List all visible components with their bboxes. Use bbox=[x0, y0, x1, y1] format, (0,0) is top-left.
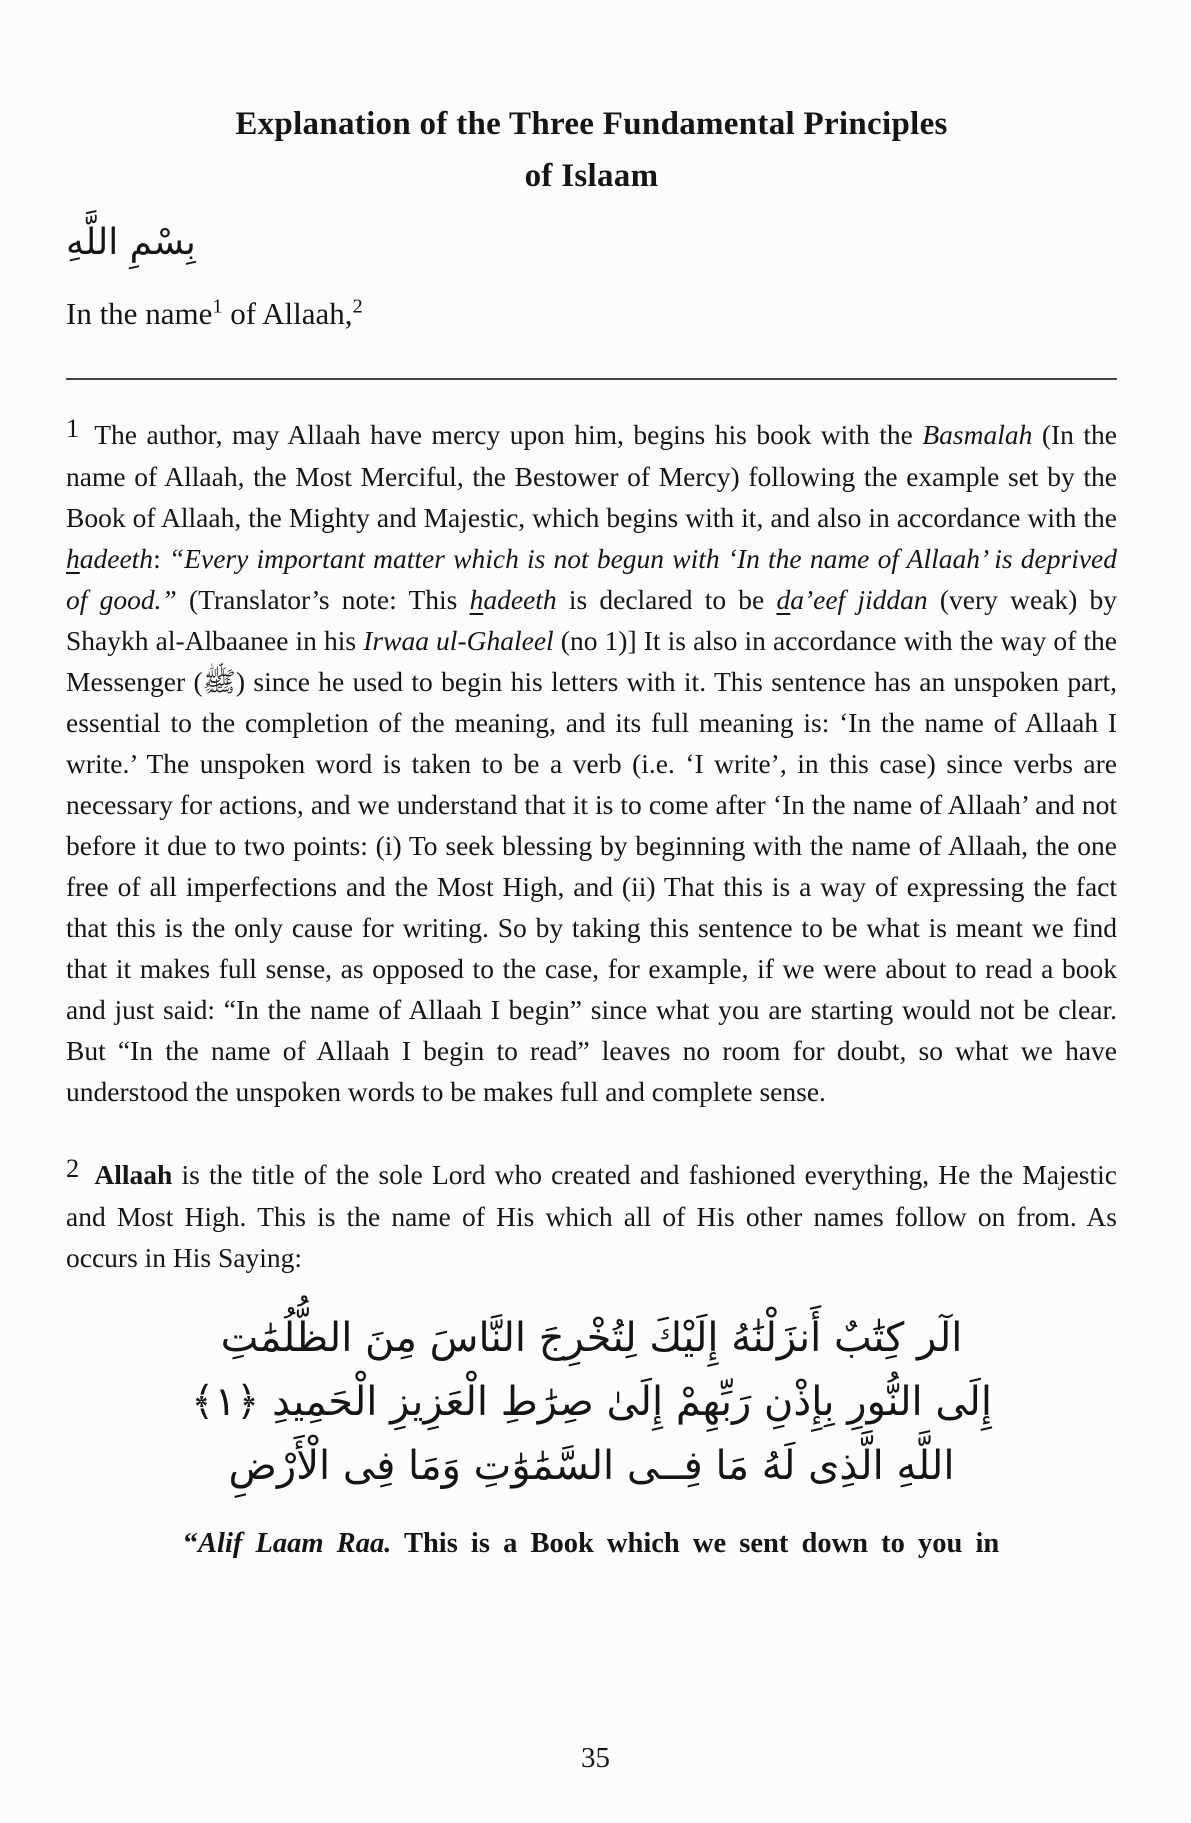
text-segment: Alif Laam Raa. bbox=[198, 1527, 392, 1559]
basmalah-arabic-calligraphy: بِسْمِ اللَّهِ bbox=[66, 222, 196, 263]
quran-verse-line-2: إِلَى النُّورِ بِإِذْنِ رَبِّهِمْ إِلَىٰ صِرَٰطِ الْعَزِيزِ الْحَمِيدِ ﴿١﴾ bbox=[191, 1378, 992, 1425]
text-segment: 2 bbox=[66, 1152, 80, 1183]
text-segment: Allaah bbox=[94, 1158, 173, 1190]
text-segment: h bbox=[469, 583, 484, 615]
page-title-line-1: Explanation of the Three Fundamental Principles bbox=[235, 106, 948, 142]
text-segment: 2 bbox=[352, 295, 363, 318]
text-segment: d bbox=[776, 583, 791, 615]
text-segment: In the name bbox=[66, 295, 213, 331]
text-segment: h bbox=[66, 542, 80, 574]
text-segment: Basmalah bbox=[922, 418, 1033, 450]
text-segment: (In the name of Allaah, the Most Merciful, the Bestower of Mercy) following the example set by the Book of Allaah, the Mighty and Majestic, which begins with it, and also in accordance with the bbox=[66, 418, 1117, 533]
page-number: 35 bbox=[581, 1742, 610, 1774]
text-segment: The author, may Allaah have mercy upon him, begins his book with the bbox=[85, 418, 923, 450]
text-segment: a’eef jiddan bbox=[790, 583, 928, 615]
text-segment: Irwaa ul-Ghaleel bbox=[363, 624, 554, 656]
verse-translation-quote bbox=[66, 1524, 1117, 1564]
text-segment: (Translator’s note: This bbox=[176, 583, 470, 615]
text-segment: is the title of the sole Lord who created and fashioned everything, He the Majestic and Most High. This is the name of His which all of His other names follow on from. As occurs in His Saying: bbox=[66, 1158, 1117, 1273]
text-segment: 1 bbox=[212, 295, 223, 318]
text-segment bbox=[85, 1159, 94, 1190]
text-segment: This is a Book which we sent down to you in bbox=[391, 1527, 1000, 1559]
basmalah-translation-line bbox=[66, 294, 1117, 334]
text-segment: “ bbox=[183, 1527, 199, 1559]
quran-verse-arabic bbox=[66, 1306, 1117, 1498]
page-title bbox=[66, 98, 1117, 202]
text-segment: “Every important matter which is not begun with ‘In the name of Allaah’ is deprived of good.” bbox=[66, 542, 1117, 615]
page-title-line-2: of Islaam bbox=[524, 158, 659, 194]
basmalah-row bbox=[66, 214, 1117, 272]
text-segment: is declared to be bbox=[556, 583, 777, 615]
text-segment: 1 bbox=[66, 412, 80, 443]
text-segment: adeeth bbox=[79, 542, 154, 574]
quran-verse-line-3: اللَّهِ الَّذِى لَهُ مَا فِــى السَّمَٰوَٰتِ وَمَا فِى الْأَرْضِ bbox=[228, 1442, 955, 1489]
text-segment: of Allaah, bbox=[222, 295, 353, 331]
footnote-2-paragraph bbox=[66, 1154, 1117, 1278]
text-segment: (no 1)] It is also in accordance with the way of the Messenger (ﷺ) since he used to begin his letters with it. This sentence has an unspoken part, essential to the completion of the meaning, and its full meaning is: ‘In the name of Allaah I write.’ The unspoken word is taken to be a verb (i.e. ‘I write’, in this case) since verbs are necessary for actions, and we understand that it is to come after ‘In the name of Allaah’ and not before it due to two points: (i) To seek blessing by beginning with the name of Allaah, the one free of all imperfections and the Most High, and (ii) That this is a way of expressing the fact that this is the only cause for writing. So by taking this sentence to be what is meant we find that it makes full sense, as opposed to the case, for example, if we were about to read a book and just said: “In the name of Allaah I begin” since what you are starting would not be clear. But “In the name of Allaah I begin to read” leaves no room for doubt, so what we have understood the unspoken words to be makes full and complete sense. bbox=[66, 624, 1117, 1107]
text-segment: (very weak) by Shaykh al-Albaanee in his bbox=[66, 583, 1118, 656]
footnote-separator-rule bbox=[66, 378, 1117, 380]
footnote-1-paragraph bbox=[66, 414, 1117, 1112]
text-segment: : bbox=[153, 542, 169, 574]
text-segment: adeeth bbox=[483, 583, 557, 615]
quran-verse-line-1: الٓر كِتَٰبٌ أَنزَلْنَٰهُ إِلَيْكَ لِتُخْرِجَ النَّاسَ مِنَ الظُّلُمَٰتِ bbox=[220, 1314, 963, 1361]
